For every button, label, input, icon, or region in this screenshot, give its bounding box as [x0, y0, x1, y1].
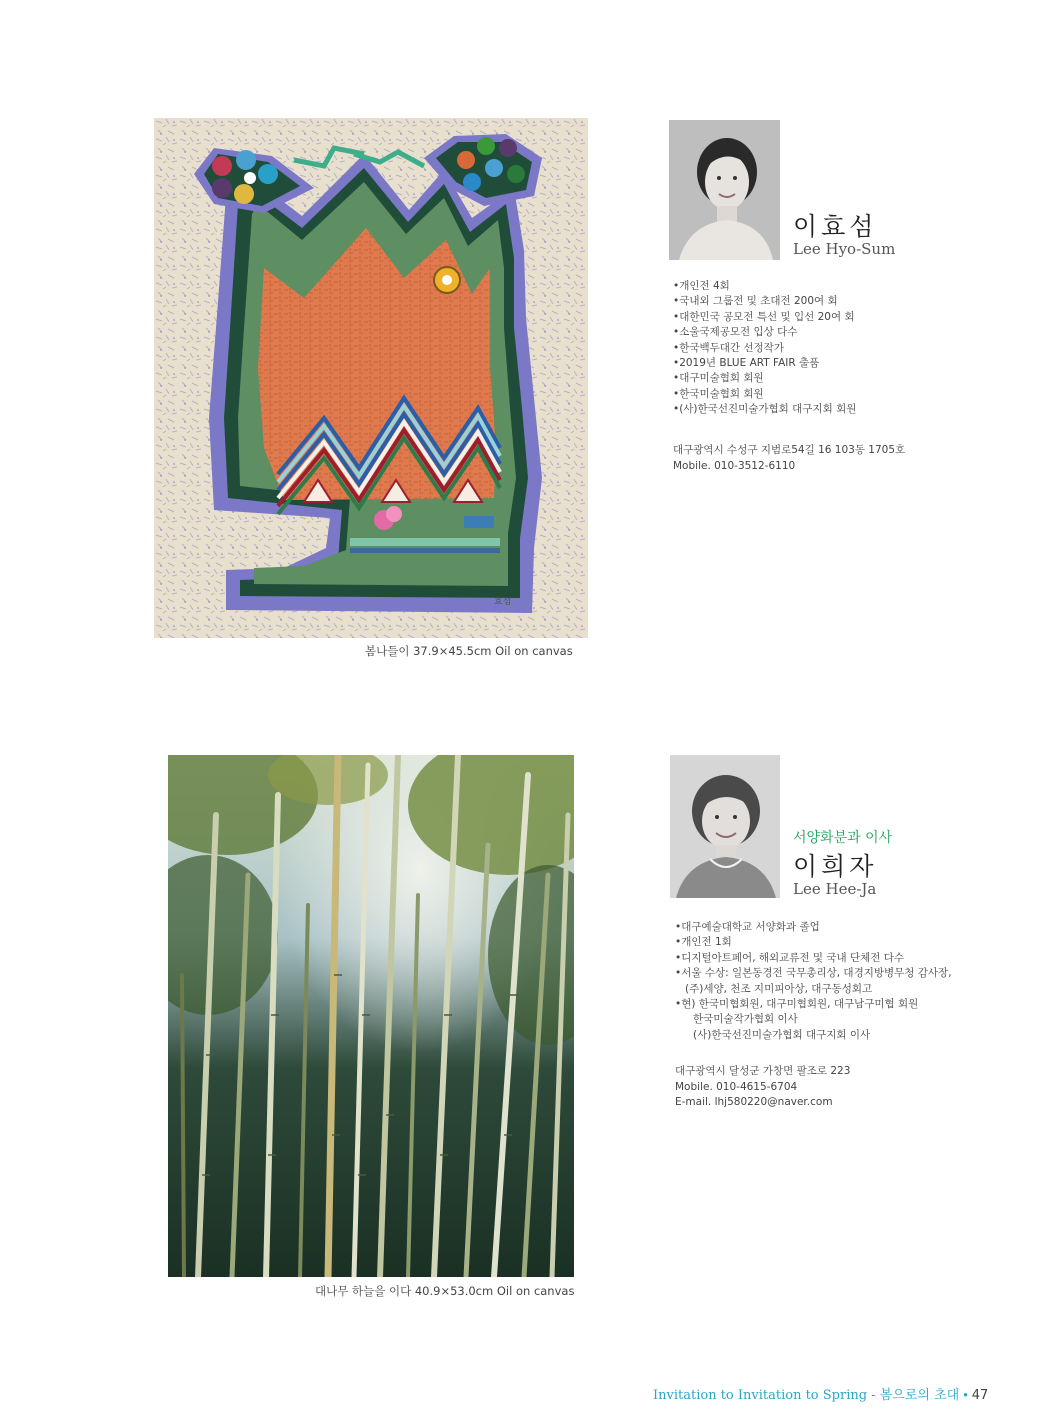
bio-item: •서울 수상: 일본동경전 국무총리상, 대경지방병무청 감사장,: [675, 967, 952, 980]
painting-spring-outing: [154, 118, 588, 638]
artist-bio-list: [673, 279, 973, 418]
artwork-caption: 대나무 하늘을 이다 40.9×53.0cm Oil on canvas: [315, 1284, 575, 1298]
artist-name-english: Lee Hyo-Sum: [793, 240, 896, 258]
contact-email: E-mail. lhj580220@naver.com: [675, 1096, 833, 1108]
bio-item: •현) 한국미협회원, 대구미협회원, 대구남구미협 회원: [675, 998, 919, 1011]
artist-contact: [673, 443, 905, 474]
bio-item-continued: (주)세양, 천조 지미피아상, 대구동성회고: [685, 982, 873, 995]
portrait-photo: [670, 755, 780, 898]
bio-item: •대구미술협회 회원: [673, 372, 764, 385]
artwork-caption: 봄나들이 37.9×45.5cm Oil on canvas: [365, 644, 573, 658]
bio-item: •(사)한국선진미술가협회 대구지회 회원: [673, 403, 857, 416]
bio-item: •국내외 그룹전 및 초대전 200여 회: [673, 295, 838, 308]
contact-mobile: Mobile. 010-4615-6704: [675, 1080, 798, 1093]
bio-item: •대구예술대학교 서양화과 졸업: [675, 921, 820, 933]
painting-bamboo-sky: [168, 755, 574, 1277]
portrait-photo: [669, 120, 780, 260]
contact-address: 대구광역시 수성구 지범로54길 16 103동 1705호: [673, 444, 906, 456]
artwork-bamboo-sky: [168, 755, 574, 1277]
bio-item: •2019년 BLUE ART FAIR 출품: [673, 357, 820, 370]
artist-role: 서양화분과 이사: [793, 830, 893, 846]
bio-item-continued: (사)한국선진미술가협회 대구지회 이사: [693, 1028, 871, 1041]
artwork-spring-outing: [154, 118, 588, 638]
artist-name-korean: 이희자: [793, 852, 878, 881]
contact-address: 대구광역시 달성군 가창면 팔조로 223: [675, 1065, 851, 1077]
artist-name-english: Lee Hee-Ja: [793, 880, 877, 898]
bio-item: •한국미술협회 회원: [673, 387, 764, 400]
artist-contact: [675, 1064, 850, 1111]
bio-item: •한국백두대간 선정작가: [673, 341, 784, 354]
contact-mobile: Mobile. 010-3512-6110: [673, 459, 796, 472]
page-number: 47: [971, 1388, 989, 1403]
artist-portrait-lee-hyo-sum: [669, 120, 780, 260]
footer-separator: •: [963, 1387, 968, 1402]
bio-item: •대한민국 공모전 특선 및 입선 20여 회: [673, 310, 855, 323]
page-footer: [653, 1384, 988, 1403]
bio-item: •소울국제공모전 입상 다수: [673, 326, 798, 339]
artist-portrait-lee-hee-ja: [670, 755, 780, 898]
artist-bio-list: [675, 920, 975, 1043]
artist-name-korean: 이효섬: [793, 212, 878, 241]
bio-item: •개인전 1회: [675, 936, 732, 949]
painting-signature: 효섬: [494, 597, 512, 607]
bio-item: •디지털아트페어, 해외교류전 및 국내 단체전 다수: [675, 951, 905, 964]
bio-item-continued: 한국미술작가협회 이사: [693, 1013, 798, 1026]
bio-item: •개인전 4회: [673, 280, 730, 292]
footer-title: Invitation to Invitation to Spring - 봄으로의 초대: [653, 1388, 960, 1403]
